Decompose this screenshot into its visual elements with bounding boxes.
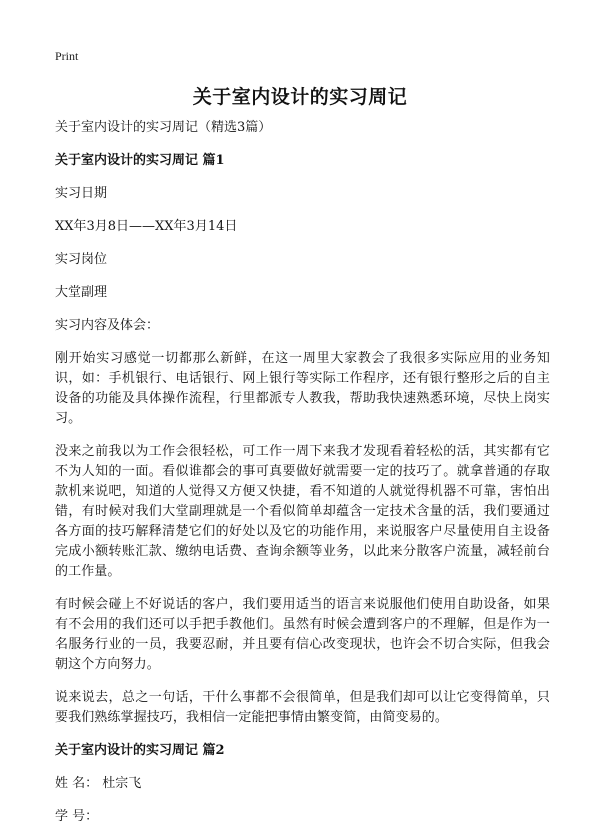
internship-date-label: 实习日期 xyxy=(55,186,108,201)
document-body xyxy=(55,118,550,840)
document-subtitle: 关于室内设计的实习周记（精选3篇） xyxy=(55,120,272,135)
name-line: 姓 名： 杜宗飞 xyxy=(55,776,142,791)
section-heading-2: 关于室内设计的实习周记 篇2 xyxy=(55,743,225,758)
internship-position-value: 大堂副理 xyxy=(55,285,108,300)
section-heading-1: 关于室内设计的实习周记 篇1 xyxy=(55,153,225,168)
student-id-line: 学 号： xyxy=(55,809,99,824)
paragraph-4: 说来说去，总之一句话，干什么事都不会很简单，但是我们却可以让它变得简单，只要我们熟练掌握技巧，我相信一定能把事情由繁变简，由简变易的。 xyxy=(55,690,550,725)
paragraph-1: 刚开始实习感觉一切都那么新鲜，在这一周里大家教会了我很多实际应用的业务知识，如：手机银行、电话银行、网上银行等实际工作程序，还有银行整形之后的自主设备的功能及具体操作流程，行里都派专人教我，帮助我快速熟悉环境，尽快上岗实习。 xyxy=(55,351,550,426)
internship-date-value: XX年3月8日——XX年3月14日 xyxy=(55,219,238,234)
paragraph-3: 有时候会碰上不好说话的客户，我们要用适当的语言来说服他们使用自助设备，如果有不会用的我们还可以手把手教他们。虽然有时候会遭到客户的不理解，但是作为一名服务行业的一员，我要忍耐，并且要有信心改变现状，也许会不切合实际，但我会朝这个方向努力。 xyxy=(55,597,550,672)
paragraph-2: 没来之前我以为工作会很轻松，可工作一周下来我才发现看着轻松的活，其实都有它不为人知的一面。看似谁都会的事可真要做好就需要一定的技巧了。就拿普通的存取款机来说吧，知道的人觉得又方便又快捷，看不知道的人就觉得机器不可靠，害怕出错，有时候对我们大堂副理就是一个看似简单却蕴含一定技术含量的活，我们要通过各方面的技巧解释清楚它们的好处以及它的功能作用，来说服客户尽量使用自主设备完成小额转账汇款、缴纳电话费、查询余额等业务，以此来分散客户流量，减轻前台的工作量。 xyxy=(55,444,550,579)
document-title: 关于室内设计的实习周记 xyxy=(192,86,408,108)
print-label: Print xyxy=(55,49,79,63)
internship-content-label: 实习内容及体会： xyxy=(55,318,160,333)
internship-position-label: 实习岗位 xyxy=(55,252,108,267)
